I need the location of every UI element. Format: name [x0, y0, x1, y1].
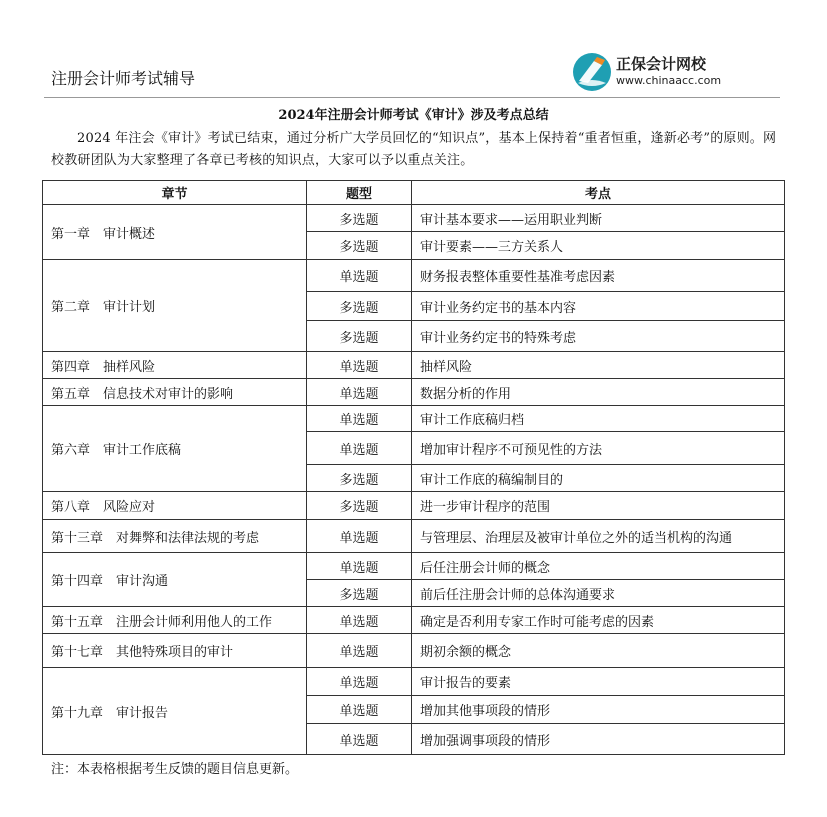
question-type-cell: 多选题 — [307, 205, 412, 232]
question-type-cell: 单选题 — [307, 668, 412, 696]
header-point: 考点 — [412, 181, 785, 205]
question-type-cell: 多选题 — [307, 580, 412, 607]
exam-point-cell: 与管理层、治理层及被审计单位之外的适当机构的沟通 — [412, 520, 785, 553]
table-row — [43, 205, 785, 232]
exam-point-cell: 审计业务约定书的基本内容 — [412, 292, 785, 321]
exam-point-cell: 后任注册会计师的概念 — [412, 553, 785, 580]
logo-name: 正保会计网校 — [616, 55, 707, 73]
exam-point-cell: 审计要素——三方关系人 — [412, 232, 785, 260]
question-type-cell: 多选题 — [307, 232, 412, 260]
table-row — [43, 520, 785, 553]
footnote: 注：本表格根据考生反馈的题目信息更新。 — [51, 762, 299, 777]
exam-point-cell: 财务报表整体重要性基准考虑因素 — [412, 260, 785, 292]
question-type-cell: 多选题 — [307, 492, 412, 520]
table-row — [43, 260, 785, 292]
exam-point-cell: 增加审计程序不可预见性的方法 — [412, 432, 785, 465]
question-type-cell: 单选题 — [307, 607, 412, 634]
chapter-cell: 第十九章 审计报告 — [43, 668, 307, 755]
header-chapter: 章节 — [43, 181, 307, 205]
question-type-cell: 单选题 — [307, 634, 412, 668]
chapter-cell: 第二章 审计计划 — [43, 260, 307, 352]
exam-point-cell: 审计业务约定书的特殊考虑 — [412, 321, 785, 352]
question-type-cell: 多选题 — [307, 465, 412, 492]
header-divider — [44, 97, 780, 98]
exam-point-cell: 抽样风险 — [412, 352, 785, 379]
chapter-cell: 第十五章 注册会计师利用他人的工作 — [43, 607, 307, 634]
exam-point-cell: 审计工作底的稿编制目的 — [412, 465, 785, 492]
exam-point-cell: 数据分析的作用 — [412, 379, 785, 406]
chapter-cell: 第五章 信息技术对审计的影响 — [43, 379, 307, 406]
intro-paragraph: 2024 年注会《审计》考试已结束，通过分析广大学员回忆的“知识点”，基本上保持着“重者恒重，逢新必考”的原则。网校教研团队为大家整理了各章已考核的知识点，大家可以予以重点关注。 — [51, 131, 777, 168]
chapter-cell: 第十四章 审计沟通 — [43, 553, 307, 607]
exam-point-cell: 审计基本要求——运用职业判断 — [412, 205, 785, 232]
question-type-cell: 多选题 — [307, 292, 412, 321]
logo — [572, 50, 732, 94]
table-row — [43, 352, 785, 379]
document-title: 2024年注册会计师考试《审计》涉及考点总结 — [278, 108, 549, 123]
question-type-cell: 单选题 — [307, 696, 412, 724]
question-type-cell: 单选题 — [307, 724, 412, 755]
table-body — [43, 205, 785, 755]
exam-point-cell: 前后任注册会计师的总体沟通要求 — [412, 580, 785, 607]
table-row — [43, 607, 785, 634]
chapter-cell: 第六章 审计工作底稿 — [43, 406, 307, 492]
header-type: 题型 — [307, 181, 412, 205]
question-type-cell: 单选题 — [307, 553, 412, 580]
exam-point-cell: 增加强调事项段的情形 — [412, 724, 785, 755]
question-type-cell: 单选题 — [307, 352, 412, 379]
exam-point-cell: 增加其他事项段的情形 — [412, 696, 785, 724]
question-type-cell: 单选题 — [307, 260, 412, 292]
chinaacc-logo-icon — [572, 52, 612, 92]
question-type-cell: 单选题 — [307, 379, 412, 406]
exam-point-cell: 审计报告的要素 — [412, 668, 785, 696]
chapter-cell: 第八章 风险应对 — [43, 492, 307, 520]
chapter-cell: 第四章 抽样风险 — [43, 352, 307, 379]
table-row — [43, 634, 785, 668]
exam-point-cell: 期初余额的概念 — [412, 634, 785, 668]
chapter-cell: 第十七章 其他特殊项目的审计 — [43, 634, 307, 668]
exam-point-cell: 确定是否利用专家工作时可能考虑的因素 — [412, 607, 785, 634]
chapter-cell: 第一章 审计概述 — [43, 205, 307, 260]
question-type-cell: 单选题 — [307, 520, 412, 553]
question-type-cell: 单选题 — [307, 432, 412, 465]
table-row — [43, 668, 785, 696]
table-row — [43, 406, 785, 432]
table-row — [43, 492, 785, 520]
logo-url: www.chinaacc.com — [616, 74, 722, 87]
question-type-cell: 多选题 — [307, 321, 412, 352]
question-type-cell: 单选题 — [307, 406, 412, 432]
exam-points-table — [42, 180, 785, 755]
exam-point-cell: 审计工作底稿归档 — [412, 406, 785, 432]
table-row — [43, 379, 785, 406]
table-header-row — [43, 181, 785, 205]
table-row — [43, 553, 785, 580]
exam-point-cell: 进一步审计程序的范围 — [412, 492, 785, 520]
header-title: 注册会计师考试辅导 — [51, 69, 196, 88]
chapter-cell: 第十三章 对舞弊和法律法规的考虑 — [43, 520, 307, 553]
